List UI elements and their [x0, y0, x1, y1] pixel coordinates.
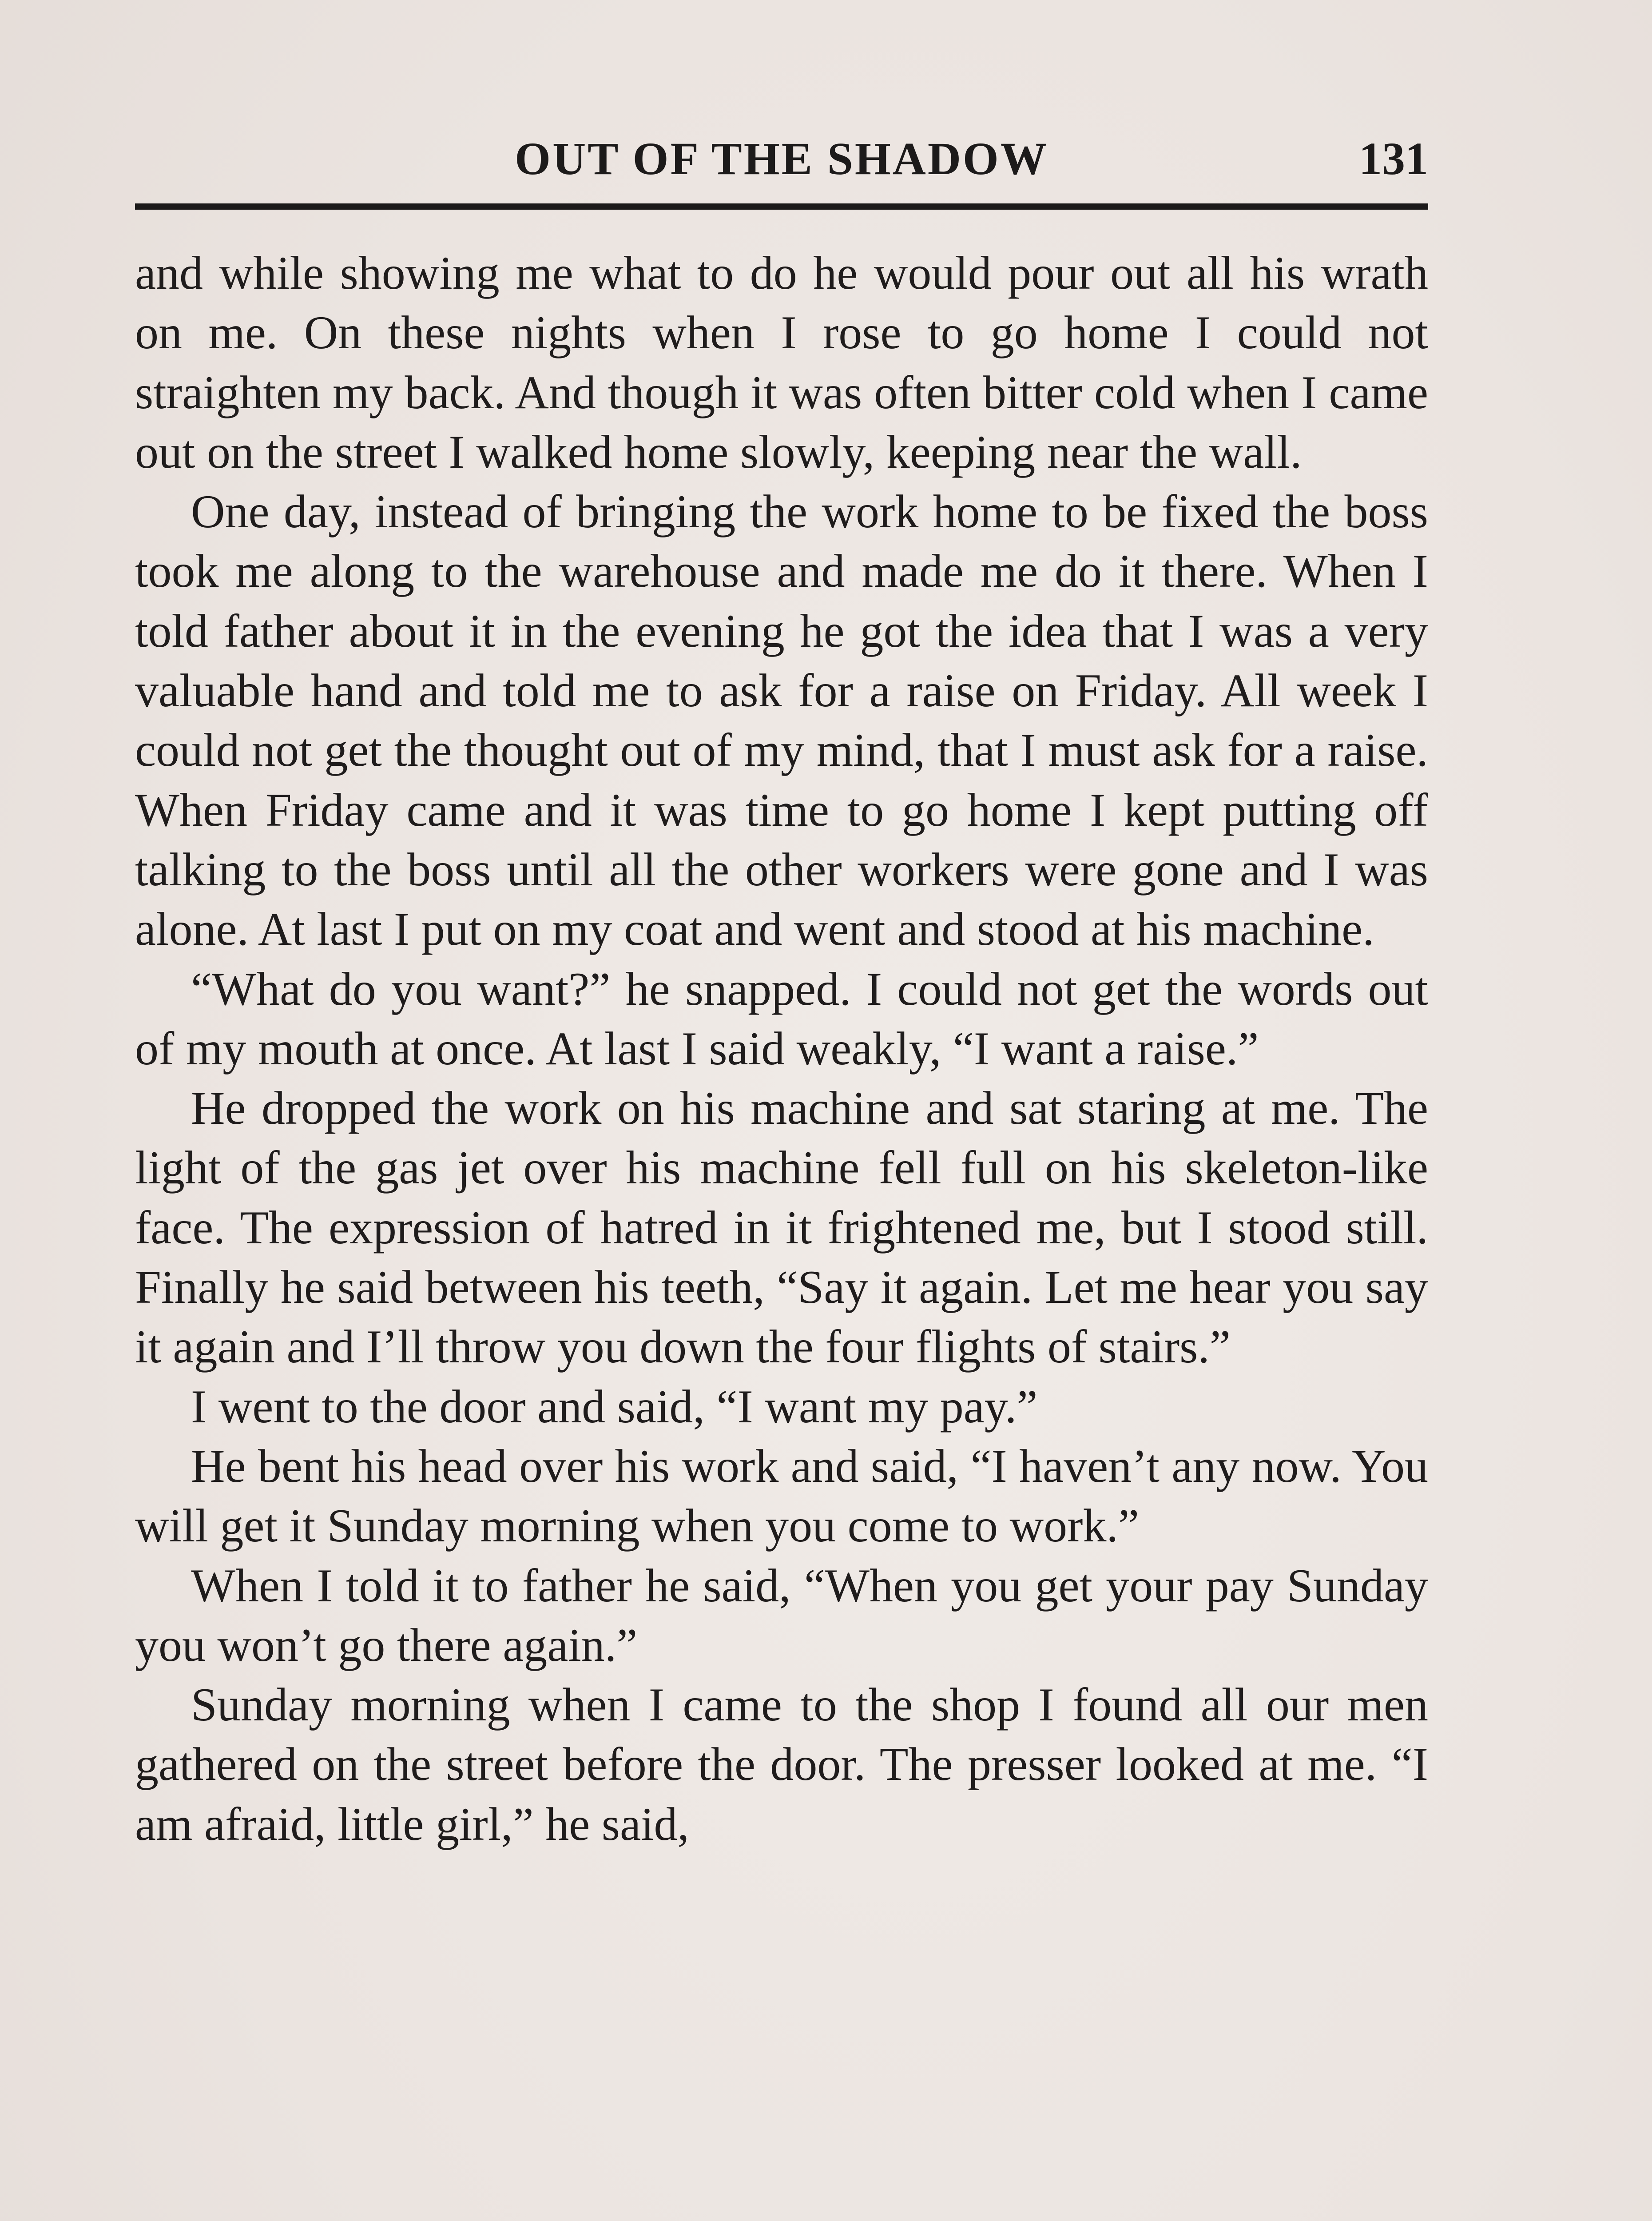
running-head	[135, 132, 1428, 186]
paragraph: One day, instead of bringing the work home to be fixed the boss took me along to the warehouse and made me do it there. When I told father about it in the evening he got the idea that I was a very valuable hand and told me to ask for a raise on Friday. All week I could not get the thought out of my mind, that I must ask for a raise. When Friday came and it was time to go home I kept putting off talking to the boss until all the other workers were gone and I was alone. At last I put on my coat and went and stood at his machine.	[135, 486, 1428, 955]
paragraph: and while showing me what to do he would pour out all his wrath on me. On these nights when I rose to go home I could not straighten my back. And though it was often bitter cold when I came out on the street I walked home slowly, keeping near the wall.	[135, 247, 1428, 478]
paragraph: I went to the door and said, “I want my pay.”	[191, 1380, 1038, 1433]
paragraph: When I told it to father he said, “When you get your pay Sunday you won’t go there again.”	[135, 1559, 1428, 1671]
paragraph: He bent his head over his work and said, “I haven’t any now. You will get it Sunday morning when you come to work.”	[135, 1440, 1428, 1552]
paragraph: Sunday morning when I came to the shop I found all our men gathered on the street before the door. The presser looked at me. “I am afraid, little girl,” he said,	[135, 1679, 1428, 1850]
running-title: OUT OF THE SHADOW	[515, 133, 1048, 184]
paragraph: “What do you want?” he snapped. I could not get the words out of my mouth at once. At last I said weakly, “I want a raise.”	[135, 963, 1428, 1075]
body-text	[135, 243, 1428, 1854]
page-number: 131	[1359, 133, 1428, 184]
header-rule	[135, 203, 1428, 210]
paragraph: He dropped the work on his machine and sat staring at me. The light of the gas jet over his machine fell full on his skeleton-like face. The expression of hatred in it frightened me, but I stood still. Finally he said between his teeth, “Say it again. Let me hear you say it again and I’ll throw you down the four flights of stairs.”	[135, 1082, 1428, 1373]
